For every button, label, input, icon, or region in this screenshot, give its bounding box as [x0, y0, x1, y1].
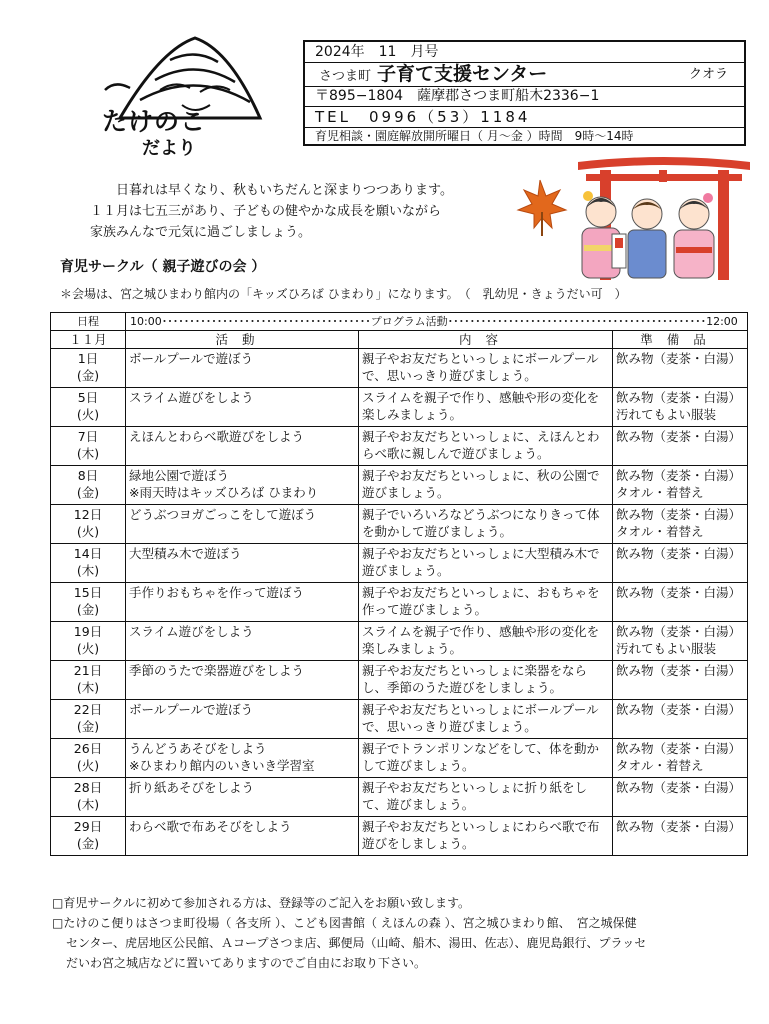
day: 7日: [77, 429, 99, 444]
header-content: 内容: [359, 331, 613, 349]
activity-cell: [126, 739, 359, 778]
activity-text: スライム遊びをしよう: [129, 390, 254, 405]
child-in-furisode-icon: [674, 193, 714, 278]
activity-text: ボールプールで遊ぼう: [129, 351, 254, 366]
items-cell: [613, 622, 748, 661]
table-row: [51, 700, 748, 739]
content-cell: 親子やお友だちといっしょに、秋の公園で遊びましょう。: [359, 466, 613, 505]
activity-cell: [126, 583, 359, 622]
weekday: (金): [76, 602, 100, 617]
shichigosan-illustration: [512, 150, 752, 280]
content-cell: スライムを親子で作り、感触や形の変化を楽しみましょう。: [359, 622, 613, 661]
intro-line: 家族みんなで元気に過ごしましょう。: [90, 225, 312, 240]
item-text: 飲み物（麦茶・白湯）: [616, 585, 742, 600]
intro-line: 日暮れは早くなり、秋もいちだんと深まりつつあります。: [116, 183, 453, 198]
item-text: タオル・着替え: [616, 524, 704, 539]
weekday: (木): [76, 797, 100, 812]
day: 26日: [73, 741, 103, 756]
weekday: (火): [76, 758, 100, 773]
weekday: (木): [76, 680, 100, 695]
table-row: [51, 388, 748, 427]
content-cell: 親子でトランポリンなどをして、体を動かして遊びましょう。: [359, 739, 613, 778]
activity-text: 緑地公園で遊ぼう: [129, 468, 230, 483]
footer-notes: [52, 893, 752, 973]
table-header-row: [51, 331, 748, 349]
activity-text: ボールプールで遊ぼう: [129, 702, 254, 717]
activity-cell: [126, 661, 359, 700]
table-row: [51, 583, 748, 622]
item-text: 飲み物（麦茶・白湯）: [616, 780, 742, 795]
venue-note: ＊会場は、宮之城ひまわり館内の「キッズひろば ひまわり」になります。 （ 乳幼児・きょうだい可 ）: [60, 287, 627, 301]
header-date: １１月: [51, 331, 126, 349]
content-cell: 親子やお友だちといっしょに、えほんとわらべ歌に親しんで遊びましょう。: [359, 427, 613, 466]
item-text: タオル・着替え: [616, 485, 704, 500]
note-line: □育児サークルに初めて参加される方は、登録等のご記入をお願い致します。: [52, 896, 471, 910]
activity-cell: [126, 817, 359, 856]
content-cell: 親子でいろいろなどうぶつになりきって体を動かして遊びましょう。: [359, 505, 613, 544]
items-cell: [613, 349, 748, 388]
item-text: 飲み物（麦茶・白湯）: [616, 507, 742, 522]
table-row: [51, 622, 748, 661]
table-row: [51, 349, 748, 388]
weekday: (金): [76, 485, 100, 500]
date-cell: [51, 622, 126, 661]
day: 19日: [73, 624, 103, 639]
program-time-line: 10:00･･････････････････････････････････････プログラム活動･･･････････････････････････････････････････････12:00: [126, 313, 748, 331]
opening-hours: 育児相談・園庭解放開所曜日（ 月〜金 ）時間 9時〜14時: [315, 129, 634, 143]
activity-text: 手作りおもちゃを作って遊ぼう: [129, 585, 305, 600]
items-cell: [613, 466, 748, 505]
items-cell: [613, 544, 748, 583]
items-cell: [613, 427, 748, 466]
activity-text: 折り紙あそびをしよう: [129, 780, 255, 795]
note-line: だいわ宮之城店などに置いてありますのでご自由にお取り下さい。: [66, 956, 427, 970]
items-cell: [613, 739, 748, 778]
center-nickname: クオラ: [688, 67, 728, 82]
header-activity: 活動: [126, 331, 359, 349]
day: 12日: [73, 507, 103, 522]
center-name: 子育て支援センター: [377, 63, 548, 85]
address: 〒895−1804 薩摩郡さつま町船木2336−1: [305, 87, 744, 107]
date-cell: [51, 778, 126, 817]
activity-text: 大型積み木で遊ぼう: [129, 546, 242, 561]
date-cell: [51, 388, 126, 427]
item-text: 飲み物（麦茶・白湯）: [616, 429, 742, 444]
item-text: 飲み物（麦茶・白湯）: [616, 546, 742, 561]
circle-section-title: 育児サークル（ 親子遊びの会 ）: [60, 259, 266, 275]
item-text: タオル・着替え: [616, 758, 704, 773]
note-line: センター、虎居地区公民館、Ａコープさつま店、郵便局（山崎、船木、湯田、佐志）、鹿児島銀行、プラッセ: [66, 936, 647, 950]
day: 15日: [73, 585, 103, 600]
schedule-table: [50, 312, 748, 856]
weekday: (木): [76, 446, 100, 461]
activity-cell: [126, 388, 359, 427]
content-cell: 親子やお友だちといっしょに折り紙をして、遊びましょう。: [359, 778, 613, 817]
header-items: 準備品: [613, 331, 748, 349]
day: 14日: [73, 546, 103, 561]
day: 29日: [73, 819, 103, 834]
day: 22日: [73, 702, 103, 717]
center-name-row: [305, 63, 744, 87]
phone-number: TEL 0996（53）1184: [305, 107, 744, 128]
activity-cell: [126, 622, 359, 661]
intro-line: １１月は七五三があり、子どもの健やかな成長を願いながら: [90, 204, 442, 219]
day: 28日: [73, 780, 103, 795]
child-in-hakama-icon: [612, 199, 666, 278]
logo-title: たけのこ: [102, 107, 207, 136]
item-text: 飲み物（麦茶・白湯）: [616, 663, 742, 678]
content-cell: 親子やお友だちといっしょにボールプールで、思いっきり遊びましょう。: [359, 349, 613, 388]
day: 1日: [77, 351, 99, 366]
town-name: さつま町: [319, 69, 372, 84]
activity-cell: [126, 427, 359, 466]
date-cell: [51, 349, 126, 388]
table-row: [51, 739, 748, 778]
items-cell: [613, 700, 748, 739]
content-cell: 親子やお友だちといっしょに楽器をならし、季節のうた遊びをしましょう。: [359, 661, 613, 700]
day: 5日: [77, 390, 99, 405]
content-cell: 親子やお友だちといっしょに、おもちゃを作って遊びましょう。: [359, 583, 613, 622]
weekday: (火): [76, 407, 100, 422]
table-row: [51, 817, 748, 856]
item-text: 汚れてもよい服装: [616, 407, 717, 422]
item-text: 飲み物（麦茶・白湯）: [616, 624, 742, 639]
item-text: 飲み物（麦茶・白湯）: [616, 702, 742, 717]
maple-leaf-icon: [518, 180, 566, 236]
date-cell: [51, 505, 126, 544]
date-cell: [51, 544, 126, 583]
item-text: 飲み物（麦茶・白湯）: [616, 819, 742, 834]
program-label: 日程: [51, 313, 126, 331]
item-text: 飲み物（麦茶・白湯）: [616, 390, 742, 405]
weekday: (火): [76, 641, 100, 656]
activity-cell: [126, 778, 359, 817]
weekday: (金): [76, 719, 100, 734]
activity-text: 季節のうたで楽器遊びをしよう: [129, 663, 305, 678]
activity-cell: [126, 544, 359, 583]
items-cell: [613, 778, 748, 817]
content-cell: スライムを親子で作り、感触や形の変化を楽しみましょう。: [359, 388, 613, 427]
activity-text: うんどうあそびをしよう: [129, 741, 267, 756]
items-cell: [613, 817, 748, 856]
date-cell: [51, 700, 126, 739]
date-cell: [51, 739, 126, 778]
date-cell: [51, 427, 126, 466]
table-row: [51, 778, 748, 817]
weekday: (木): [76, 563, 100, 578]
table-row: [51, 427, 748, 466]
intro-message: [90, 180, 453, 243]
items-cell: [613, 661, 748, 700]
header-info-box: [303, 40, 746, 146]
items-cell: [613, 388, 748, 427]
activity-text: ※雨天時はキッズひろば ひまわり: [129, 485, 319, 500]
item-text: 飲み物（麦茶・白湯）: [616, 741, 742, 756]
day: 21日: [73, 663, 103, 678]
content-cell: 親子やお友だちといっしょにわらべ歌で布遊びをしましょう。: [359, 817, 613, 856]
date-cell: [51, 583, 126, 622]
newsletter-logo: [100, 30, 275, 165]
item-text: 飲み物（麦茶・白湯）: [616, 351, 742, 366]
weekday: (火): [76, 524, 100, 539]
activity-cell: [126, 505, 359, 544]
activity-text: わらべ歌で布あそびをしよう: [129, 819, 292, 834]
weekday: (金): [76, 368, 100, 383]
date-cell: [51, 466, 126, 505]
activity-text: どうぶつヨガごっこをして遊ぼう: [129, 507, 317, 522]
note-line: □たけのこ便りはさつま町役場（ 各支所 ）、こども図書館（ えほんの森 ）、宮之城ひまわり館、 宮之城保健: [52, 916, 637, 930]
issue-date: 2024年 11 月号: [305, 42, 744, 63]
logo-subtitle: だより: [142, 138, 196, 159]
items-cell: [613, 505, 748, 544]
item-text: 飲み物（麦茶・白湯）: [616, 468, 742, 483]
activity-text: スライム遊びをしよう: [129, 624, 254, 639]
table-row: [51, 661, 748, 700]
activity-cell: [126, 466, 359, 505]
date-cell: [51, 661, 126, 700]
items-cell: [613, 583, 748, 622]
activity-cell: [126, 700, 359, 739]
table-row: [51, 544, 748, 583]
table-row: [51, 505, 748, 544]
item-text: 汚れてもよい服装: [616, 641, 717, 656]
activity-text: ※ひまわり館内のいきいき学習室: [129, 758, 315, 773]
program-row: [51, 313, 748, 331]
content-cell: 親子やお友だちといっしょに大型積み木で遊びましょう。: [359, 544, 613, 583]
table-row: [51, 466, 748, 505]
day: 8日: [77, 468, 99, 483]
activity-text: えほんとわらべ歌遊びをしよう: [129, 429, 305, 444]
weekday: (金): [76, 836, 100, 851]
content-cell: 親子やお友だちといっしょにボールプールで、思いっきり遊びましょう。: [359, 700, 613, 739]
activity-cell: [126, 349, 359, 388]
date-cell: [51, 817, 126, 856]
